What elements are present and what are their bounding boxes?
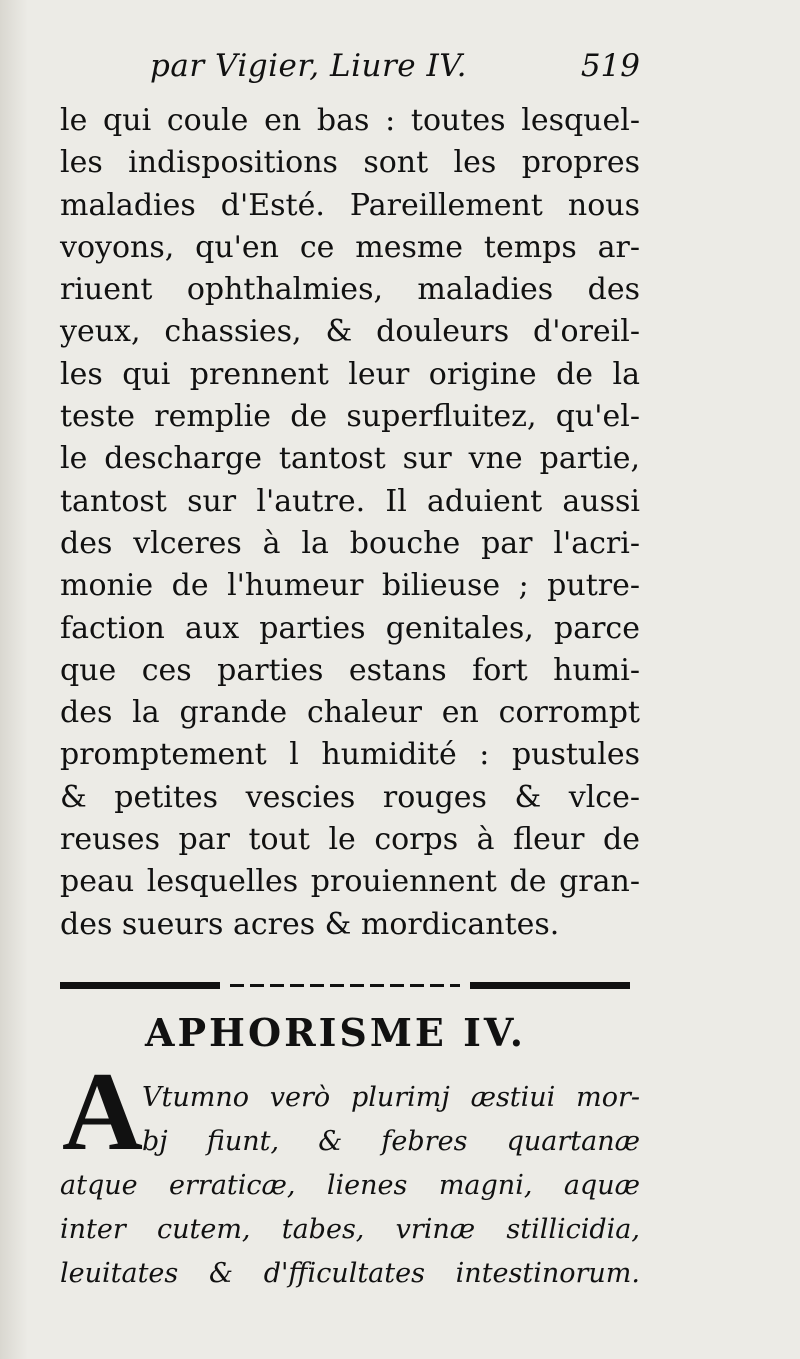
text-line: le descharge tantost sur vne partie, xyxy=(60,441,640,477)
aphorism-line: Vtumno verò plurimj æstiui mor- xyxy=(142,1082,640,1113)
drop-cap: A xyxy=(62,1050,143,1174)
page-gutter xyxy=(0,0,28,1359)
text-line: maladies d'Esté. Pareillement nous xyxy=(60,187,640,223)
aphorism-text xyxy=(60,1076,640,1296)
aphorism-line: bj fiunt, & febres quartanæ xyxy=(142,1126,640,1157)
text-line: & petites vescies rouges & vlce- xyxy=(60,779,640,815)
aphorism-line: atque erraticæ, lienes magni, aquæ xyxy=(60,1170,640,1201)
text-line: faction aux parties genitales, parce xyxy=(60,610,640,646)
text-line: riuent ophthalmies, maladies des xyxy=(60,272,640,308)
body-text xyxy=(60,100,640,946)
text-line: tantost sur l'autre. Il aduient aussi xyxy=(60,483,640,519)
page-header xyxy=(150,48,650,94)
text-line: des vlceres à la bouche par l'acri- xyxy=(60,525,640,561)
text-line: les qui prennent leur origine de la xyxy=(60,356,640,392)
aphorism-line: leuitates & d'fficultates intestinorum. xyxy=(60,1258,640,1289)
text-line: teste remplie de superfluitez, qu'el- xyxy=(60,399,640,435)
text-line: des sueurs acres & mordicantes. xyxy=(60,906,560,942)
rule-bar-right xyxy=(470,982,630,989)
aphorism-line: inter cutem, tabes, vrinæ stillicidia, xyxy=(60,1214,640,1245)
text-line: le qui coule en bas : toutes lesquel- xyxy=(60,103,640,138)
text-line: que ces parties estans fort humi- xyxy=(60,652,640,688)
text-line: yeux, chassies, & douleurs d'oreil- xyxy=(60,314,640,350)
rule-bar-left xyxy=(60,982,220,989)
text-line: promptement l humidité : pustules xyxy=(60,737,640,773)
page-number: 519 xyxy=(580,48,640,84)
text-line: monie de l'humeur bilieuse ; putre- xyxy=(60,568,640,604)
text-line: peau lesquelles prouiennent de gran- xyxy=(60,864,640,900)
text-line: voyons, qu'en ce mesme temps ar- xyxy=(60,229,640,265)
ornamental-rule xyxy=(60,976,630,996)
text-line: les indispositions sont les propres xyxy=(60,145,640,181)
rule-dashes xyxy=(230,984,460,987)
section-heading: APHORISME IV. xyxy=(145,1010,526,1055)
text-line: des la grande chaleur en corrompt xyxy=(60,695,640,731)
text-line: reuses par tout le corps à fleur de xyxy=(60,822,640,858)
running-head: par Vigier, Liure IV. xyxy=(150,48,468,84)
